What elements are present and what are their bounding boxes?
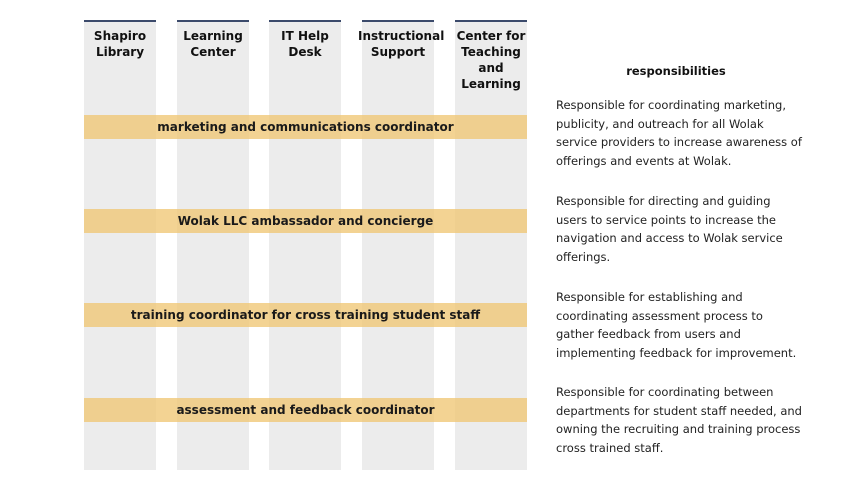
responsibility-text-assessment: Responsible for coordinating between departments for student staff needed, and owning the recruiting and training process cross trained staff. <box>556 385 802 455</box>
role-label: marketing and communications coordinator <box>157 120 454 134</box>
responsibility-text-training: Responsible for establishing and coordinating assessment process to gather feedback from users and implementing feedback for improvement. <box>556 290 797 360</box>
column-header-instructional-support: Instructional Support <box>358 29 445 59</box>
role-label: assessment and feedback coordinator <box>176 403 435 417</box>
responsibilities-title: responsibilities <box>626 64 726 78</box>
column-header-it-help-desk: IT Help Desk <box>281 29 329 59</box>
role-band-ambassador <box>84 209 527 233</box>
role-band-training <box>84 303 527 327</box>
column-header-shapiro-library: Shapiro Library <box>93 29 147 59</box>
role-band-assessment <box>84 398 527 422</box>
role-label: training coordinator for cross training student staff <box>130 308 481 322</box>
role-band-marketing <box>84 115 527 139</box>
responsibility-text-ambassador: Responsible for directing and guiding users to service points to increase the navigation and access to Wolak service offerings. <box>556 194 783 264</box>
column-header-learning-center: Learning Center <box>183 29 243 59</box>
role-label: Wolak LLC ambassador and concierge <box>177 214 434 228</box>
column-header-center-teaching-learning: Center for Teaching and Learning <box>456 29 526 91</box>
responsibility-text-marketing: Responsible for coordinating marketing, publicity, and outreach for all Wolak service providers to increase awareness of offerings and events at Wolak. <box>556 98 802 168</box>
